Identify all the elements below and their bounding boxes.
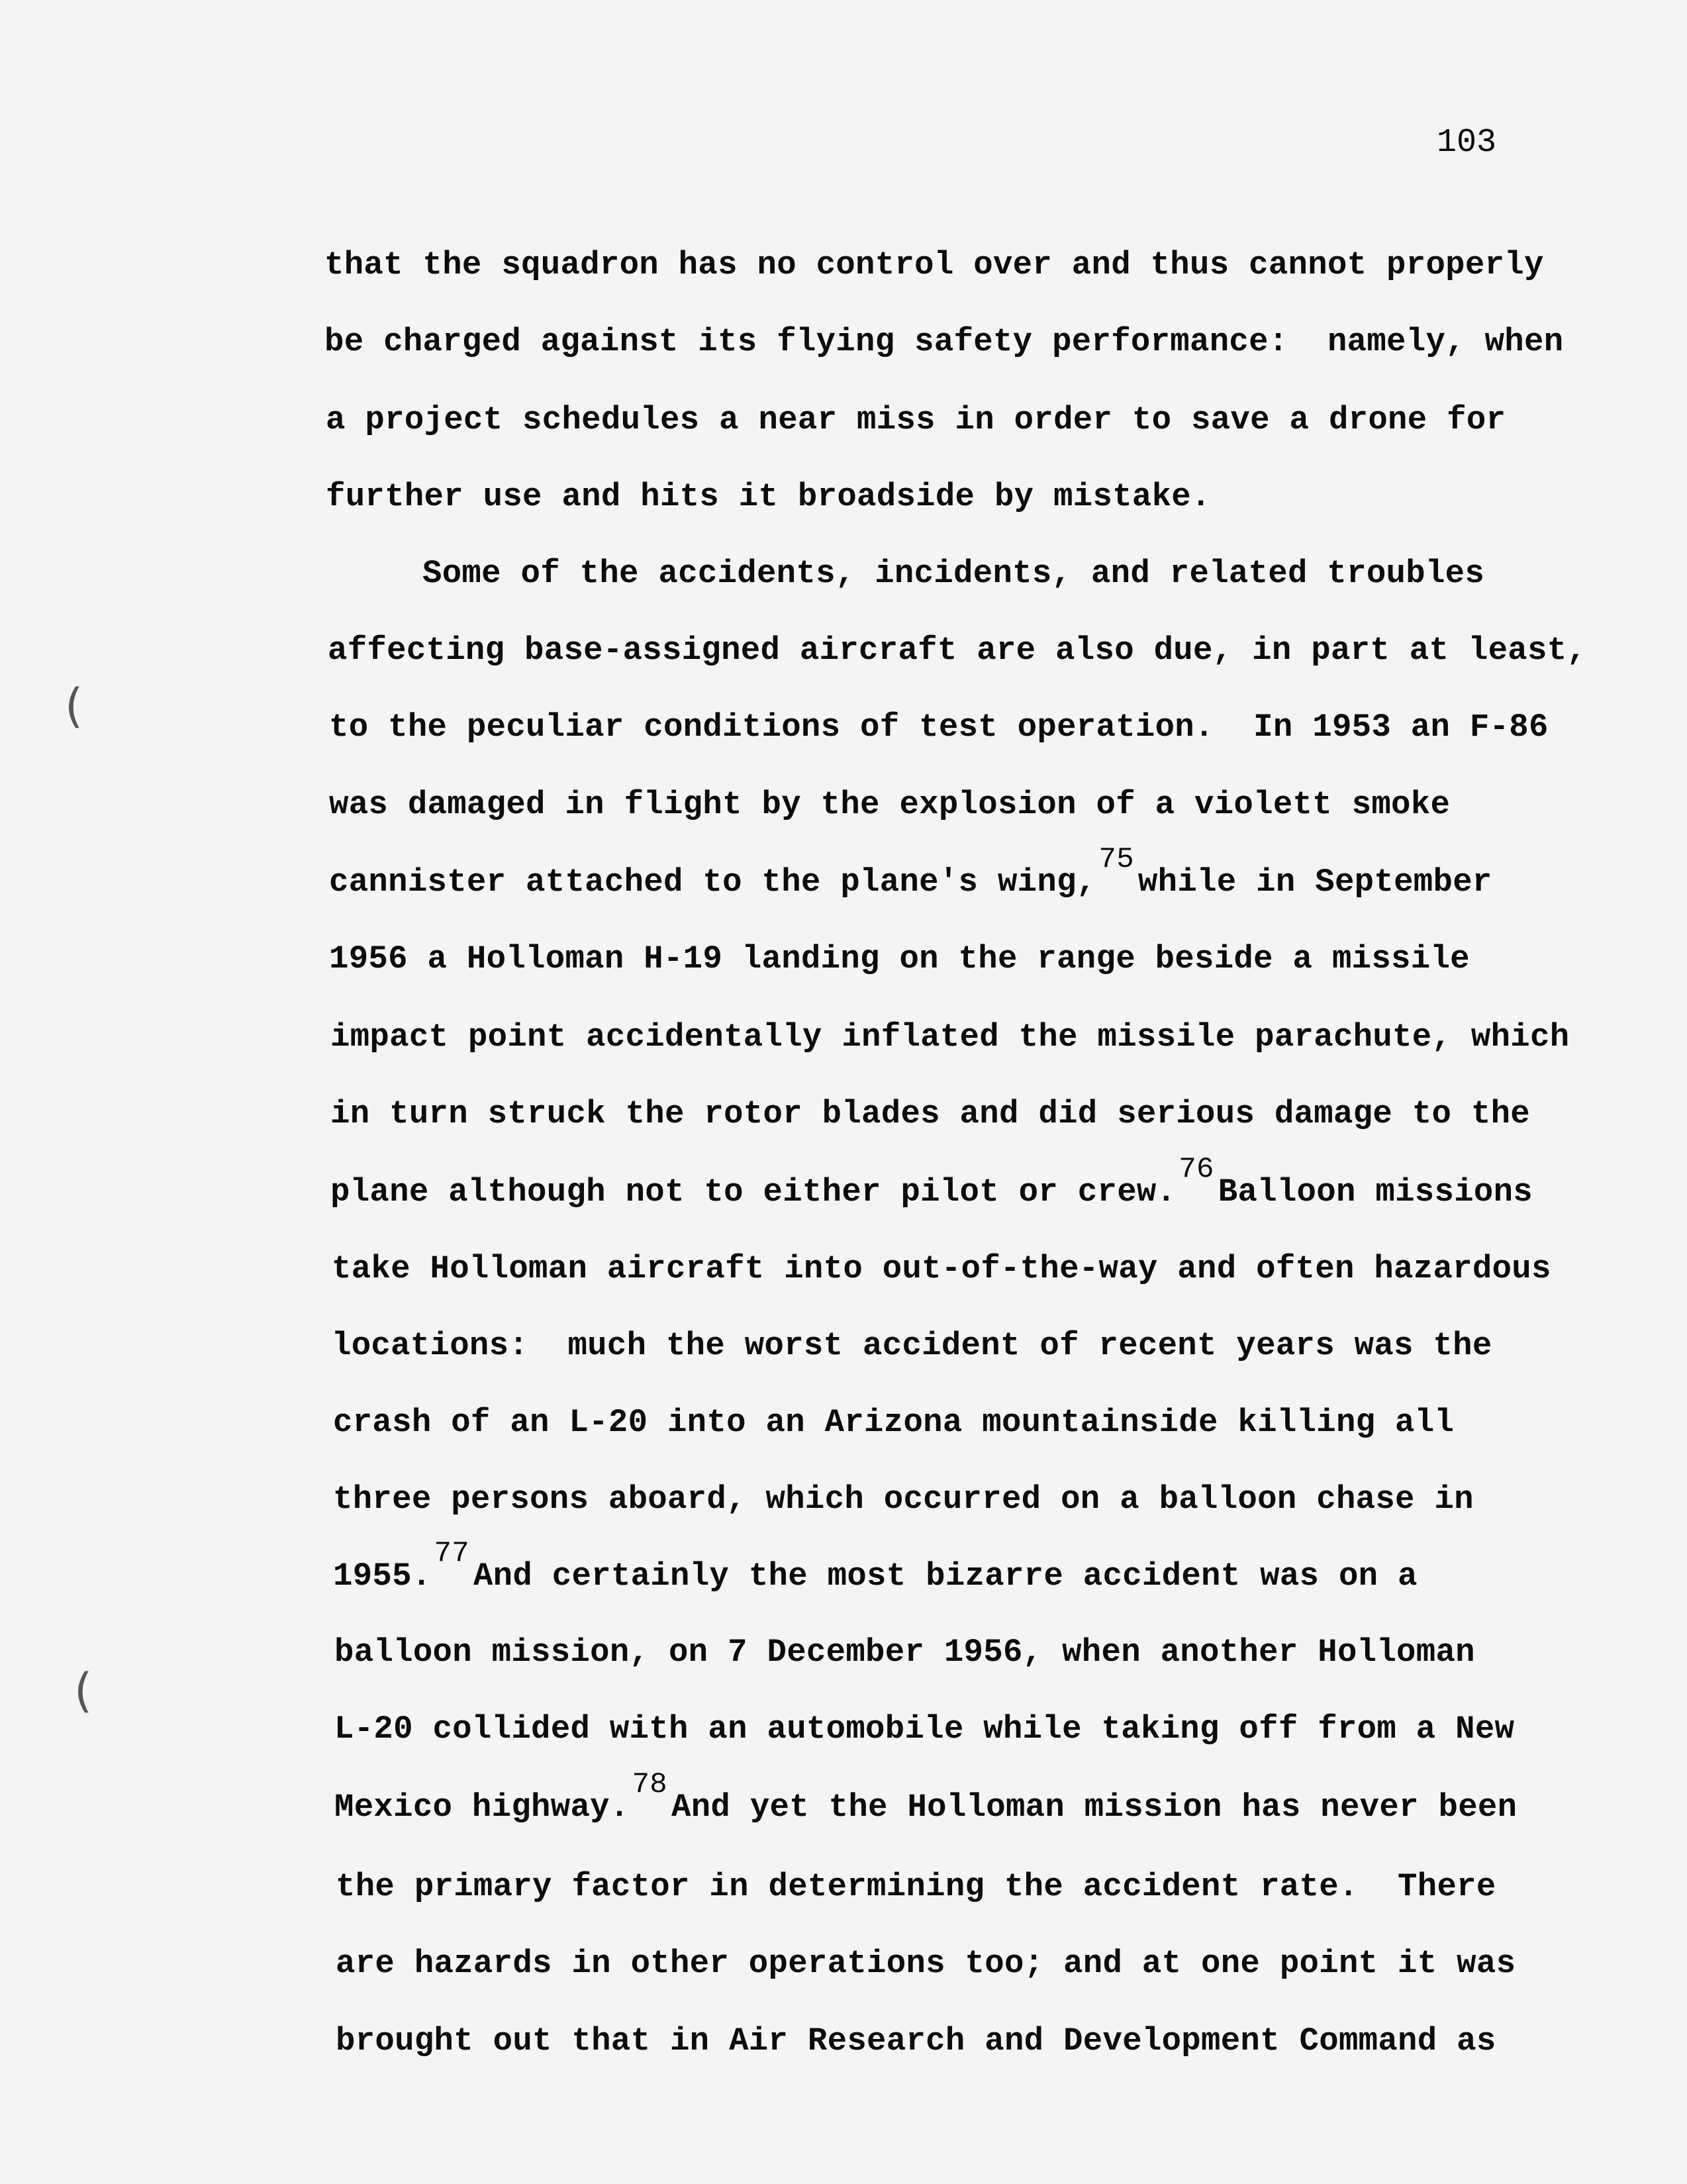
text-line: to the peculiar conditions of test operation. In 1953 an F-86 (329, 709, 1549, 746)
footnote-ref-77: 77 (434, 1537, 469, 1570)
line-text: Balloon missions (1218, 1173, 1533, 1211)
line-text: while in September (1137, 864, 1492, 901)
line-text: And yet the Holloman mission has never been (671, 1789, 1518, 1826)
line-text: plane although not to either pilot or crew. (330, 1173, 1177, 1211)
text-line (330, 1153, 1533, 1213)
text-line: 1956 a Holloman H-19 landing on the range beside a missile (329, 940, 1470, 977)
text-line (333, 1537, 1418, 1597)
text-line: affecting base-assigned aircraft are also due, in part at least, (328, 632, 1587, 669)
line-text: Mexico highway. (334, 1789, 630, 1826)
text-line: are hazards in other operations too; and at one point it was (336, 1945, 1516, 1982)
text-line: that the squadron has no control over and thus cannot properly (324, 246, 1544, 283)
text-line: the primary factor in determining the accident rate. There (336, 1868, 1496, 1905)
text-line: be charged against its flying safety performance: namely, when (324, 323, 1564, 360)
text-line (329, 843, 1492, 903)
footnote-ref-78: 78 (632, 1768, 667, 1801)
text-line (334, 1768, 1518, 1828)
text-line: further use and hits it broadside by mistake. (326, 478, 1211, 515)
binder-hole-mark: ( (74, 1663, 93, 1718)
text-line: a project schedules a near miss in order to save a drone for (326, 401, 1506, 438)
text-line: locations: much the worst accident of recent years was the (332, 1327, 1492, 1364)
text-line: balloon mission, on 7 December 1956, when another Holloman (334, 1634, 1475, 1671)
paragraph-start-line: Some of the accidents, incidents, and related troubles (422, 555, 1485, 592)
footnote-ref-76: 76 (1179, 1153, 1214, 1186)
text-line: impact point accidentally inflated the missile parachute, which (330, 1018, 1570, 1056)
text-line: three persons aboard, which occurred on a balloon chase in (333, 1481, 1474, 1518)
footnote-ref-75: 75 (1098, 843, 1134, 876)
binder-hole-mark: ( (65, 679, 83, 733)
text-line: in turn struck the rotor blades and did serious damage to the (330, 1095, 1530, 1132)
text-line: was damaged in flight by the explosion of a violett smoke (329, 786, 1451, 823)
line-text: cannister attached to the plane's wing, (329, 864, 1096, 901)
line-text: And certainly the most bizarre accident was on a (473, 1558, 1418, 1595)
page-number: 103 (1437, 124, 1497, 162)
text-line: L-20 collided with an automobile while taking off from a New (334, 1711, 1515, 1748)
text-line: brought out that in Air Research and Development Command as (336, 2022, 1496, 2060)
text-line: crash of an L-20 into an Arizona mountainside killing all (333, 1404, 1455, 1441)
line-text: 1955. (333, 1558, 432, 1595)
text-line: take Holloman aircraft into out-of-the-way and often hazardous (332, 1250, 1551, 1287)
